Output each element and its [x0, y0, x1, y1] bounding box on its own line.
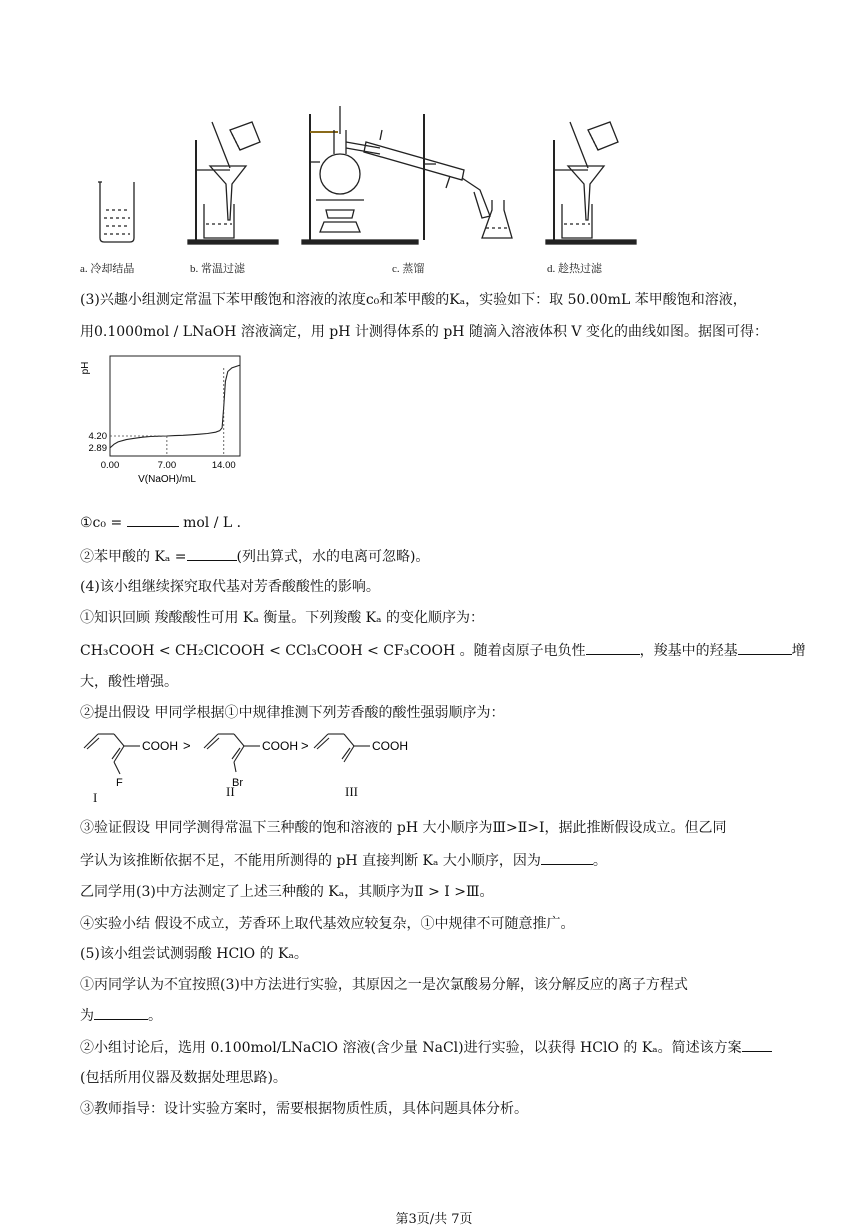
caption-a: a. 冷却结晶	[80, 263, 135, 275]
acid-label-3: III	[345, 784, 358, 799]
aromatic-acids-figure	[80, 728, 420, 790]
beaker-a	[98, 182, 134, 242]
item-ka	[80, 546, 429, 567]
acid1-substituent: F	[116, 777, 123, 789]
x-tick-label: 0.00	[100, 460, 120, 471]
titration-chart	[76, 350, 266, 500]
hydroxyl-blank[interactable]	[738, 640, 792, 655]
item-hypothesis: ②提出假设 甲同学根据①中规律推测下列芳香酸的酸性强弱顺序为：	[80, 705, 505, 721]
q3-line1: (3)兴趣小组测定常温下苯甲酸饱和溶液的浓度c₀和苯甲酸的Kₐ，实验如下：取 50.00mL 苯甲酸饱和溶液，	[80, 292, 747, 308]
q5-heading: (5)该小组尝试测弱酸 HClO 的 Kₐ。	[80, 946, 308, 962]
caption-d: d. 趁热过滤	[547, 263, 602, 275]
item-method: 乙同学用(3)中方法测定了上述三种酸的 Kₐ，其顺序为Ⅱ > Ⅰ >Ⅲ。	[80, 884, 494, 900]
y-tick-label: 2.89	[88, 442, 107, 454]
item-order	[80, 640, 806, 661]
verify-a: ③验证假设 甲同学测得常温下三种酸的饱和溶液的 pH 大小顺序为Ⅲ>Ⅱ>Ⅰ，据此推断假设成立。但乙同	[80, 820, 727, 836]
acid-label-2: II	[226, 784, 235, 799]
acid-structure-3	[314, 734, 370, 762]
acid2-substituent: Br	[232, 777, 243, 789]
ka-answer-blank[interactable]	[187, 546, 237, 561]
reason-blank[interactable]	[541, 850, 593, 865]
plan-blank[interactable]	[742, 1037, 772, 1052]
acid-gt-2: >	[301, 738, 309, 753]
caption-c: c. 蒸馏	[392, 263, 425, 275]
q3-line2: 用0.1000mol / LNaOH 溶液滴定，用 pH 计测得体系的 pH 随滴入溶液体积 V 变化的曲线如图。据图可得：	[80, 324, 768, 340]
c0-answer-blank[interactable]	[127, 512, 179, 527]
acid2-cooh: COOH	[262, 739, 298, 753]
apparatus-figure	[80, 100, 640, 260]
acid-gt-1: >	[183, 738, 191, 753]
item-c0	[80, 512, 251, 533]
chart-frame	[110, 356, 240, 456]
wei-text: 为	[80, 1008, 94, 1024]
y-axis-label: pH	[80, 361, 91, 375]
plan-b: (包括所用仪器及数据处理思路)。	[80, 1070, 287, 1086]
page-footer: 第3页/共 7页	[395, 1212, 473, 1227]
item-summary: ④实验小结 假设不成立，芳香环上取代基效应较复杂，①中规律不可随意推广。	[80, 916, 575, 932]
item-wei	[80, 1005, 162, 1026]
x-tick-label: 7.00	[157, 460, 177, 471]
item-teacher: ③教师指导：设计实验方案时，需要根据物质性质，具体问题具体分析。	[80, 1101, 528, 1117]
verify-b: 学认为该推断依据不足，不能用所测得的 pH 直接判断 Kₐ 大小顺序，因为	[80, 853, 541, 869]
acid-label-1: I	[93, 790, 98, 805]
equation-blank[interactable]	[94, 1005, 148, 1020]
electronegativity-blank[interactable]	[586, 640, 640, 655]
q4-heading: (4)该小组继续探究取代基对芳香酸酸性的影响。	[80, 579, 380, 595]
order-text-b: ，羧基中的羟基	[639, 643, 738, 659]
ka-note: (列出算式，水的电离可忽略)。	[236, 549, 430, 565]
verify-b-end: 。	[592, 853, 607, 869]
item-bing: ①丙同学认为不宜按照(3)中方法进行实验，其原因之一是次氯酸易分解，该分解反应的离子方程式	[80, 977, 688, 993]
order-text-c: 增	[791, 643, 806, 659]
caption-b: b. 常温过滤	[190, 263, 245, 275]
acid-structure-1	[84, 734, 140, 774]
ph-curve	[110, 365, 240, 448]
item-plan	[80, 1037, 772, 1058]
filtration-setup-b	[188, 122, 278, 244]
x-axis-label: V(NaOH)/mL	[138, 474, 196, 485]
item-verify-b	[80, 850, 607, 871]
acid-structure-2	[204, 734, 260, 772]
c0-unit: mol / L ．	[183, 515, 251, 531]
ka-label: ②苯甲酸的 Kₐ =	[80, 549, 187, 565]
order-text-d: 大，酸性增强。	[80, 674, 178, 690]
y-tick-label: 4.20	[88, 431, 107, 442]
plan-a: ②小组讨论后，选用 0.100mol/LNaClO 溶液(含少量 NaCl)进行实验，以获得 HClO 的 Kₐ。简述该方案	[80, 1040, 742, 1056]
filtration-setup-d	[546, 122, 636, 244]
x-tick-label: 14.00	[211, 460, 236, 471]
wei-end: 。	[148, 1008, 162, 1024]
item-recall: ①知识回顾 羧酸酸性可用 Kₐ 衡量。下列羧酸 Kₐ 的变化顺序为：	[80, 610, 484, 626]
distillation-setup-c	[302, 106, 512, 244]
c0-label: ①c₀ =	[80, 515, 123, 531]
acid1-cooh: COOH	[142, 739, 178, 753]
order-text-a: CH₃COOH < CH₂ClCOOH < CCl₃COOH < CF₃COOH 。随着卤原子电负性	[80, 643, 586, 659]
acid3-cooh: COOH	[372, 739, 408, 753]
